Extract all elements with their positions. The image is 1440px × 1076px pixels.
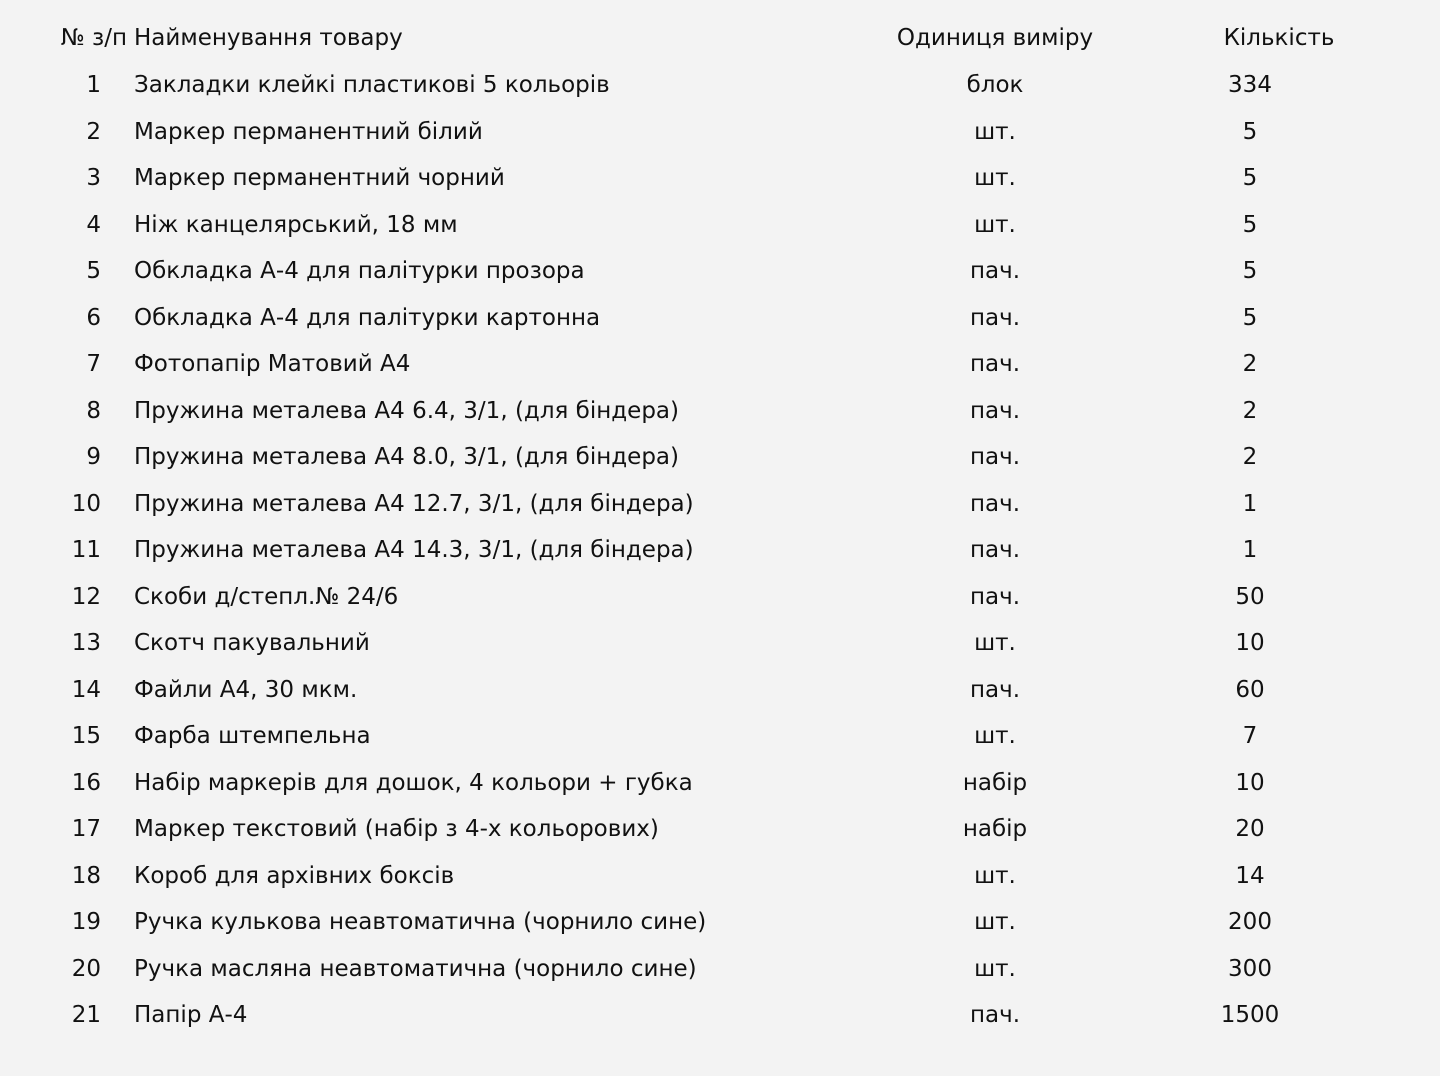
row-quantity: 1500 xyxy=(1220,1002,1280,1029)
row-number: 19 xyxy=(71,909,101,936)
table-row xyxy=(0,248,1440,295)
row-number: 9 xyxy=(86,444,101,471)
table-row xyxy=(0,760,1440,807)
row-unit: пач. xyxy=(969,258,1021,285)
row-quantity: 7 xyxy=(1242,723,1258,750)
table-row xyxy=(0,806,1440,853)
row-item-name: Короб для архівних боксів xyxy=(134,862,455,889)
row-quantity: 50 xyxy=(1235,583,1265,610)
row-quantity: 10 xyxy=(1235,630,1265,657)
row-number: 13 xyxy=(71,630,101,657)
row-unit: шт. xyxy=(974,630,1016,657)
row-number: 4 xyxy=(86,211,101,238)
row-unit: шт. xyxy=(974,165,1016,192)
row-unit: пач. xyxy=(969,676,1021,703)
row-item-name: Маркер перманентний чорний xyxy=(134,165,505,192)
row-item-name: Обкладка А-4 для палітурки картонна xyxy=(134,304,601,331)
row-unit: пач. xyxy=(969,537,1021,564)
header-number: № з/п xyxy=(60,25,127,51)
row-number: 18 xyxy=(71,862,101,889)
table-row xyxy=(0,992,1440,1039)
goods-table xyxy=(0,14,1440,1039)
row-unit: пач. xyxy=(969,304,1021,331)
header-quantity: Кількість xyxy=(1223,25,1335,51)
row-item-name: Обкладка А-4 для палітурки прозора xyxy=(134,258,585,285)
row-number: 8 xyxy=(86,397,101,424)
row-quantity: 1 xyxy=(1242,537,1258,564)
table-row xyxy=(0,434,1440,481)
row-number: 3 xyxy=(86,165,101,192)
row-item-name: Пружина металева А4 6.4, 3/1, (для біндера) xyxy=(134,397,679,424)
row-unit: набір xyxy=(962,769,1028,796)
row-unit: пач. xyxy=(969,490,1021,517)
row-quantity: 2 xyxy=(1242,444,1258,471)
table-row xyxy=(0,713,1440,760)
row-quantity: 2 xyxy=(1242,351,1258,378)
row-item-name: Пружина металева А4 14.3, 3/1, (для біндера) xyxy=(134,537,694,564)
table-header-row xyxy=(0,14,1440,62)
row-unit: шт. xyxy=(974,118,1016,145)
row-number: 7 xyxy=(86,351,101,378)
row-unit: шт. xyxy=(974,955,1016,982)
row-number: 16 xyxy=(71,769,101,796)
row-item-name: Маркер перманентний білий xyxy=(134,118,483,145)
row-item-name: Фарба штемпельна xyxy=(134,723,371,750)
table-row xyxy=(0,853,1440,900)
row-item-name: Папір А-4 xyxy=(134,1002,248,1029)
row-quantity: 10 xyxy=(1235,769,1265,796)
row-item-name: Пружина металева А4 12.7, 3/1, (для біндера) xyxy=(134,490,694,517)
row-quantity: 5 xyxy=(1242,165,1258,192)
table-row xyxy=(0,946,1440,993)
row-item-name: Скотч пакувальний xyxy=(134,630,370,657)
row-item-name: Закладки клейкі пластикові 5 кольорів xyxy=(134,72,610,99)
table-row xyxy=(0,620,1440,667)
row-quantity: 5 xyxy=(1242,118,1258,145)
row-unit: набір xyxy=(962,816,1028,843)
row-number: 10 xyxy=(71,490,101,517)
row-quantity: 200 xyxy=(1228,909,1272,936)
row-number: 14 xyxy=(71,676,101,703)
row-unit: шт. xyxy=(974,211,1016,238)
row-item-name: Пружина металева А4 8.0, 3/1, (для біндера) xyxy=(134,444,679,471)
row-number: 6 xyxy=(86,304,101,331)
table-row xyxy=(0,202,1440,249)
row-unit: блок xyxy=(966,72,1024,99)
row-quantity: 14 xyxy=(1235,862,1265,889)
row-unit: пач. xyxy=(969,1002,1021,1029)
table-row xyxy=(0,155,1440,202)
row-number: 17 xyxy=(71,816,101,843)
row-number: 12 xyxy=(71,583,101,610)
row-item-name: Набір маркерів для дошок, 4 кольори + губка xyxy=(134,769,693,796)
header-item-name: Найменування товару xyxy=(134,25,403,51)
table-row xyxy=(0,667,1440,714)
row-item-name: Фотопапір Матовий А4 xyxy=(134,351,411,378)
row-item-name: Ручка кулькова неавтоматична (чорнило сине) xyxy=(134,909,707,936)
row-item-name: Скоби д/степл.№ 24/6 xyxy=(134,583,399,610)
header-unit: Одиниця виміру xyxy=(896,25,1094,51)
row-unit: пач. xyxy=(969,397,1021,424)
row-quantity: 2 xyxy=(1242,397,1258,424)
table-row xyxy=(0,62,1440,109)
row-item-name: Файли А4, 30 мкм. xyxy=(134,676,358,703)
row-item-name: Ручка масляна неавтоматична (чорнило сине) xyxy=(134,955,697,982)
table-row xyxy=(0,527,1440,574)
row-quantity: 5 xyxy=(1242,304,1258,331)
row-number: 21 xyxy=(71,1002,101,1029)
row-item-name: Ніж канцелярський, 18 мм xyxy=(134,211,458,238)
row-number: 15 xyxy=(71,723,101,750)
row-quantity: 60 xyxy=(1235,676,1265,703)
row-number: 2 xyxy=(86,118,101,145)
row-unit: пач. xyxy=(969,351,1021,378)
row-unit: пач. xyxy=(969,444,1021,471)
table-body xyxy=(0,62,1440,1039)
row-number: 5 xyxy=(86,258,101,285)
table-row xyxy=(0,388,1440,435)
table-row xyxy=(0,109,1440,156)
row-quantity: 334 xyxy=(1228,72,1272,99)
row-number: 1 xyxy=(86,72,101,99)
row-quantity: 300 xyxy=(1228,955,1272,982)
row-unit: пач. xyxy=(969,583,1021,610)
row-quantity: 5 xyxy=(1242,211,1258,238)
table-row xyxy=(0,341,1440,388)
row-unit: шт. xyxy=(974,862,1016,889)
row-unit: шт. xyxy=(974,909,1016,936)
table-row xyxy=(0,574,1440,621)
row-item-name: Маркер текстовий (набір з 4-х кольорових) xyxy=(134,816,659,843)
row-unit: шт. xyxy=(974,723,1016,750)
table-row xyxy=(0,295,1440,342)
row-quantity: 20 xyxy=(1235,816,1265,843)
row-quantity: 1 xyxy=(1242,490,1258,517)
table-row xyxy=(0,481,1440,528)
row-number: 20 xyxy=(71,955,101,982)
table-row xyxy=(0,899,1440,946)
row-number: 11 xyxy=(71,537,101,564)
row-quantity: 5 xyxy=(1242,258,1258,285)
